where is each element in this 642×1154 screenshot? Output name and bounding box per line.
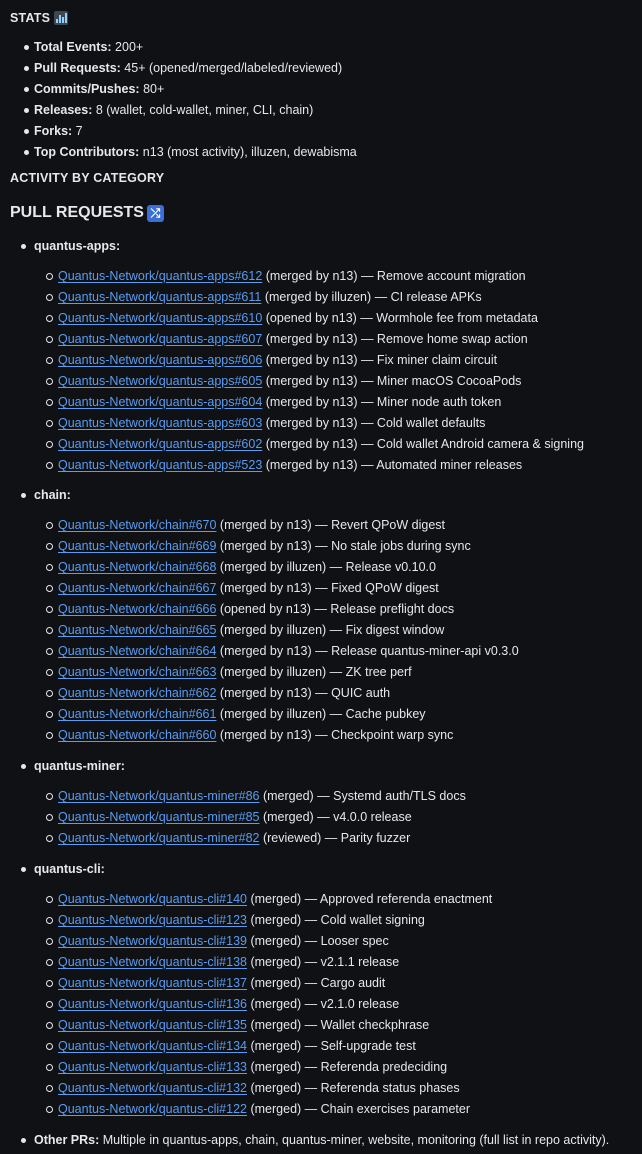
pr-description: (merged by n13) — Miner macOS CocoaPods — [262, 374, 522, 388]
pr-link[interactable]: Quantus-Network/chain#669 — [58, 539, 217, 553]
pr-section — [10, 485, 642, 746]
pr-description: (merged by n13) — Checkpoint warp sync — [216, 728, 454, 742]
stat-value: 80+ — [139, 82, 165, 96]
pr-description: (merged by illuzen) — Release v0.10.0 — [216, 560, 436, 574]
pr-item — [10, 455, 642, 476]
pr-link[interactable]: Quantus-Network/chain#663 — [58, 665, 217, 679]
stat-item — [24, 142, 642, 163]
pr-item — [10, 931, 642, 952]
pr-item — [10, 786, 642, 807]
other-prs-label: Other PRs: — [34, 1133, 100, 1147]
pr-item — [10, 599, 642, 620]
pr-link[interactable]: Quantus-Network/quantus-apps#605 — [58, 374, 263, 388]
pr-link[interactable]: Quantus-Network/chain#668 — [58, 560, 217, 574]
pr-link[interactable]: Quantus-Network/quantus-cli#122 — [58, 1102, 247, 1116]
pr-link[interactable]: Quantus-Network/quantus-miner#82 — [58, 831, 260, 845]
stat-item — [24, 121, 642, 142]
stat-label: Forks: — [34, 124, 73, 138]
pr-item — [10, 683, 642, 704]
pr-link[interactable]: Quantus-Network/quantus-cli#136 — [58, 997, 247, 1011]
pr-description: (merged) — Referenda status phases — [247, 1081, 460, 1095]
pr-item — [10, 578, 642, 599]
pr-description: (opened by n13) — Release preflight docs — [216, 602, 455, 616]
pr-description: (merged by n13) — Fix miner claim circuit — [262, 353, 498, 367]
stat-value: 8 (wallet, cold-wallet, miner, CLI, chain) — [92, 103, 314, 117]
pull-requests-heading — [10, 202, 642, 224]
pr-link[interactable]: Quantus-Network/quantus-cli#123 — [58, 913, 247, 927]
pr-item — [10, 807, 642, 828]
stat-item — [24, 100, 642, 121]
pr-description: (merged) — Cold wallet signing — [247, 913, 425, 927]
pr-item — [10, 266, 642, 287]
pr-description: (merged) — Chain exercises parameter — [247, 1102, 470, 1116]
pr-item — [10, 434, 642, 455]
stat-value: 7 — [72, 124, 83, 138]
pr-item — [10, 725, 642, 746]
stat-item — [24, 37, 642, 58]
pr-item — [10, 641, 642, 662]
pr-item — [10, 515, 642, 536]
section-title: quantus-miner: — [10, 756, 642, 776]
pr-link[interactable]: Quantus-Network/quantus-cli#139 — [58, 934, 247, 948]
pr-section — [10, 859, 642, 1120]
pr-description: (merged by n13) — Remove home swap action — [262, 332, 528, 346]
shuffle-emoji-icon: ⤮ — [147, 205, 164, 222]
pr-item — [10, 413, 642, 434]
pr-description: (merged by illuzen) — CI release APKs — [261, 290, 482, 304]
pr-description: (merged by illuzen) — ZK tree perf — [216, 665, 412, 679]
pr-item — [10, 1078, 642, 1099]
section-title: quantus-apps: — [10, 236, 642, 256]
pr-list — [10, 266, 642, 476]
pr-description: (merged by n13) — Fixed QPoW digest — [216, 581, 439, 595]
pr-description: (merged) — Cargo audit — [247, 976, 386, 990]
pr-link[interactable]: Quantus-Network/quantus-apps#612 — [58, 269, 263, 283]
pr-description: (merged by illuzen) — Fix digest window — [216, 623, 445, 637]
pr-item — [10, 329, 642, 350]
pr-link[interactable]: Quantus-Network/chain#661 — [58, 707, 217, 721]
pr-item — [10, 308, 642, 329]
pr-link[interactable]: Quantus-Network/chain#665 — [58, 623, 217, 637]
pr-list — [10, 889, 642, 1120]
pr-item — [10, 350, 642, 371]
pr-link[interactable]: Quantus-Network/chain#670 — [58, 518, 217, 532]
pr-link[interactable]: Quantus-Network/chain#664 — [58, 644, 217, 658]
pr-link[interactable]: Quantus-Network/chain#666 — [58, 602, 217, 616]
pr-list — [10, 786, 642, 849]
pr-link[interactable]: Quantus-Network/quantus-cli#137 — [58, 976, 247, 990]
pr-item — [10, 557, 642, 578]
pr-section — [10, 756, 642, 849]
pr-description: (reviewed) — Parity fuzzer — [259, 831, 411, 845]
pr-link[interactable]: Quantus-Network/chain#667 — [58, 581, 217, 595]
stat-label: Commits/Pushes: — [34, 82, 140, 96]
stat-label: Releases: — [34, 103, 93, 117]
pr-description: (merged) — v2.1.1 release — [247, 955, 400, 969]
pr-item — [10, 620, 642, 641]
pr-link[interactable]: Quantus-Network/quantus-miner#86 — [58, 789, 260, 803]
pr-item — [10, 704, 642, 725]
pr-description: (merged) — Referenda predeciding — [247, 1060, 448, 1074]
pr-description: (merged by n13) — Cold wallet Android camera & signing — [262, 437, 584, 451]
pr-item — [10, 1099, 642, 1120]
pr-sections — [10, 236, 642, 1120]
pr-link[interactable]: Quantus-Network/quantus-apps#606 — [58, 353, 263, 367]
pr-description: (merged) — Wallet checkphrase — [247, 1018, 430, 1032]
pr-description: (merged by n13) — Automated miner releases — [262, 458, 523, 472]
pr-item — [10, 952, 642, 973]
pr-description: (merged by n13) — Cold wallet defaults — [262, 416, 486, 430]
pr-link[interactable]: Quantus-Network/quantus-apps#602 — [58, 437, 263, 451]
section-title: chain: — [10, 485, 642, 505]
pr-item — [10, 828, 642, 849]
stat-item — [24, 58, 642, 79]
pr-description: (merged by n13) — Remove account migration — [262, 269, 526, 283]
other-prs — [10, 1130, 642, 1150]
pr-description: (merged by n13) — No stale jobs during sync — [216, 539, 471, 553]
pr-item — [10, 392, 642, 413]
section-title: quantus-cli: — [10, 859, 642, 879]
pr-description: (merged by n13) — QUIC auth — [216, 686, 391, 700]
pr-link[interactable]: Quantus-Network/quantus-apps#603 — [58, 416, 263, 430]
pr-link[interactable]: Quantus-Network/quantus-cli#132 — [58, 1081, 247, 1095]
stat-value: 200+ — [111, 40, 144, 54]
pr-link[interactable]: Quantus-Network/quantus-apps#523 — [58, 458, 263, 472]
stat-item — [24, 79, 642, 100]
stats-list — [10, 37, 642, 163]
bar-chart-emoji-icon — [54, 11, 68, 25]
pr-link[interactable]: Quantus-Network/quantus-apps#611 — [58, 290, 262, 304]
pr-item — [10, 910, 642, 931]
pr-link[interactable]: Quantus-Network/quantus-apps#610 — [58, 311, 263, 325]
pr-description: (merged) — Systemd auth/TLS docs — [259, 789, 466, 803]
stat-value: 45+ (opened/merged/labeled/reviewed) — [120, 61, 343, 75]
pr-section — [10, 236, 642, 476]
pr-link[interactable]: Quantus-Network/quantus-cli#133 — [58, 1060, 247, 1074]
stat-value: n13 (most activity), illuzen, dewabisma — [139, 145, 357, 159]
pr-link[interactable]: Quantus-Network/quantus-cli#138 — [58, 955, 247, 969]
pr-description: (merged by n13) — Miner node auth token — [262, 395, 502, 409]
stat-label: Top Contributors: — [34, 145, 140, 159]
pr-link[interactable]: Quantus-Network/chain#662 — [58, 686, 217, 700]
pr-description: (merged by n13) — Revert QPoW digest — [216, 518, 445, 532]
pr-description: (merged) — Self-upgrade test — [247, 1039, 416, 1053]
pr-description: (merged) — v4.0.0 release — [259, 810, 412, 824]
pr-item — [10, 1057, 642, 1078]
stats-heading — [10, 8, 642, 28]
pr-item — [10, 994, 642, 1015]
pr-link[interactable]: Quantus-Network/quantus-cli#135 — [58, 1018, 247, 1032]
pr-item — [10, 371, 642, 392]
pull-requests-title: PULL REQUESTS — [10, 204, 144, 221]
pr-item — [10, 287, 642, 308]
pr-link[interactable]: Quantus-Network/quantus-miner#85 — [58, 810, 260, 824]
pr-link[interactable]: Quantus-Network/quantus-cli#134 — [58, 1039, 247, 1053]
activity-heading: ACTIVITY BY CATEGORY — [10, 171, 165, 185]
pr-item — [10, 889, 642, 910]
pr-link[interactable]: Quantus-Network/quantus-apps#607 — [58, 332, 263, 346]
pr-description: (merged) — v2.1.0 release — [247, 997, 400, 1011]
pr-description: (opened by n13) — Wormhole fee from metadata — [262, 311, 538, 325]
pr-item — [10, 1015, 642, 1036]
pr-item — [10, 536, 642, 557]
pr-description: (merged by n13) — Release quantus-miner-api v0.3.0 — [216, 644, 519, 658]
pr-link[interactable]: Quantus-Network/quantus-apps#604 — [58, 395, 263, 409]
other-prs-text: Multiple in quantus-apps, chain, quantus-miner, website, monitoring (full list in repo activity). — [99, 1133, 610, 1147]
pr-link[interactable]: Quantus-Network/chain#660 — [58, 728, 217, 742]
pr-item — [10, 1036, 642, 1057]
pr-list — [10, 515, 642, 746]
pr-description: (merged) — Looser spec — [247, 934, 389, 948]
stat-label: Total Events: — [34, 40, 112, 54]
stats-title: STATS — [10, 11, 51, 25]
pr-description: (merged by illuzen) — Cache pubkey — [216, 707, 426, 721]
pr-description: (merged) — Approved referenda enactment — [247, 892, 493, 906]
pr-item — [10, 662, 642, 683]
stat-label: Pull Requests: — [34, 61, 121, 75]
pr-link[interactable]: Quantus-Network/quantus-cli#140 — [58, 892, 247, 906]
pr-item — [10, 973, 642, 994]
